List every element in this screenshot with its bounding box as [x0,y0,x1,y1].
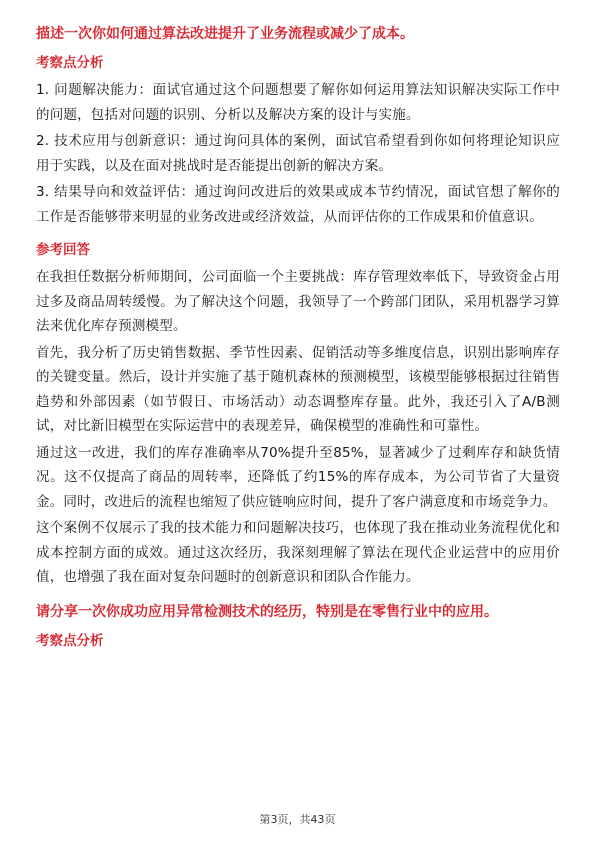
analysis-item-3: 3. 结果导向和效益评估：通过询问改进后的效果或成本节约情况，面试官想了解你的工作是否能够带来明显的业务改进或经济效益，从而评估你的工作成果和价值意识。 [36,184,560,225]
question-title: 描述一次你如何通过算法改进提升了业务流程或减少了成本。 [36,26,414,42]
next-question-title: 请分享一次你成功应用异常检测技术的经历，特别是在零售行业中的应用。 [36,603,498,620]
answer-heading: 参考回答 [36,242,90,258]
analysis-item-1: 1. 问题解决能力：面试官通过这个问题想要了解你如何运用算法知识解决实际工作中的问题，包括对问题的识别、分析以及解决方案的设计与实施。 [36,82,560,123]
answer-paragraph-1: 在我担任数据分析师期间，公司面临一个主要挑战：库存管理效率低下，导致资金占用过多及商品周转缓慢。为了解决这个问题，我领导了一个跨部门团队，采用机器学习算法来优化库存预测模型。 [36,269,560,334]
analysis-heading: 考察点分析 [36,55,104,71]
analysis-item-2: 2. 技术应用与创新意识：通过询问具体的案例，面试官希望看到你如何将理论知识应用于实践，以及在面对挑战时是否能提出创新的解决方案。 [36,133,560,174]
answer-paragraph-2: 首先，我分析了历史销售数据、季节性因素、促销活动等多维度信息，识别出影响库存的关键变量。然后，设计并实施了基于随机森林的预测模型，该模型能够根据过往销售趋势和外部因素（如节假日、市场活动）动态调整库存量。此外，我还引入了A/B测试，对比新旧模型在实际运营中的表现差异，确保模型的准确性和可靠性。 [36,344,560,434]
answer-paragraph-4: 这个案例不仅展示了我的技术能力和问题解决技巧，也体现了我在推动业务流程优化和成本控制方面的成效。通过这次经历，我深刻理解了算法在现代企业运营中的应用价值，也增强了我在面对复杂问题时的创新意识和团队合作能力。 [36,520,560,585]
answer-paragraph-3: 通过这一改进，我们的库存准确率从70%提升至85%，显著减少了过剩库存和缺货情况。这不仅提高了商品的周转率，还降低了约15%的库存成本，为公司节省了大量资金。同时，改进后的流程也缩短了供应链响应时间，提升了客户满意度和市场竞争力。 [36,444,560,510]
page-content [36,22,560,656]
next-analysis-heading: 考察点分析 [36,632,104,649]
page-number: 第3页，共43页 [259,813,336,826]
